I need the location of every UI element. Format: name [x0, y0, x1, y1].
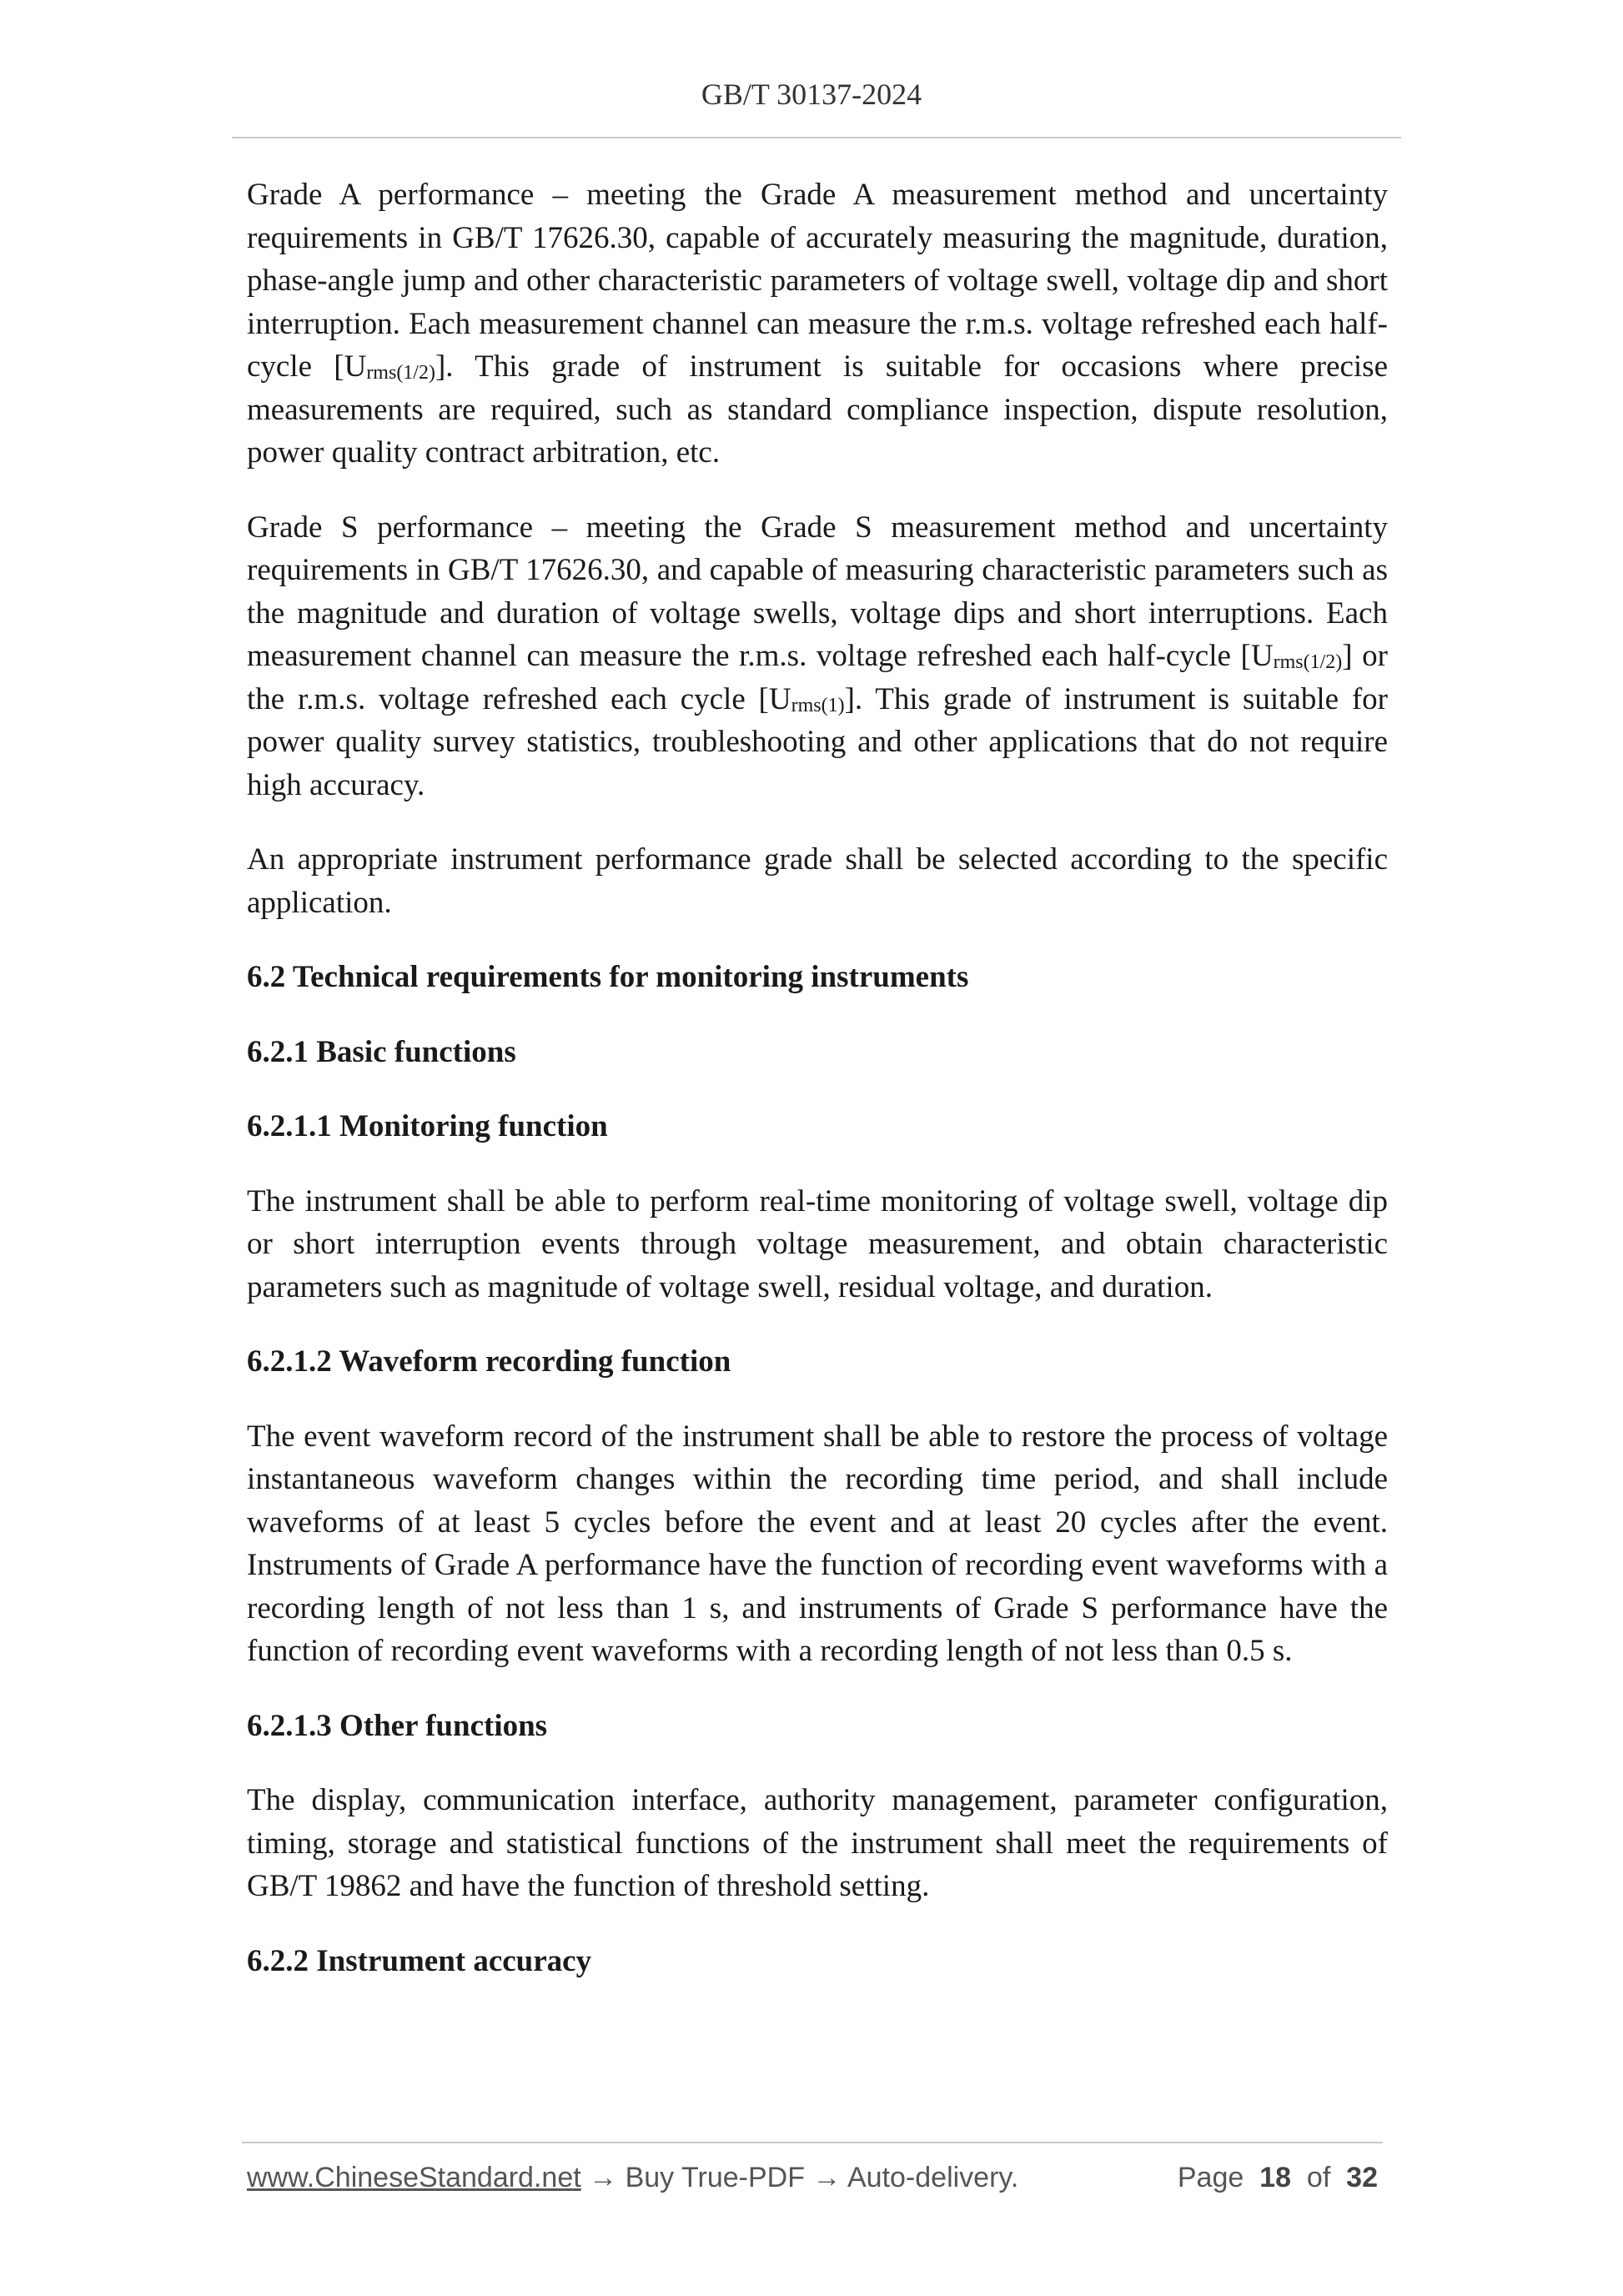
heading-6-2-1-2: 6.2.1.2 Waveform recording function — [247, 1344, 731, 1379]
paragraph-grade-s: Grade S performance – meeting the Grade S measurement method and uncertainty requirements in GB/T 17626.30, and capable of measuring characteristic parameters such as the magnitude and duration of voltage swells, voltage dips and short interruptions. Each measurement channel can measure the r.m.s. voltage refreshed each half-cycle $[U_{rms(1/2)}]$ or the r.m.s. voltage refreshed each cycle $[U_{rms(1)}]$. This grade of instrument is suitable for power quality survey statistics, troubleshooting and other applications that do not require high accuracy. — [247, 510, 1388, 802]
subscript-rms-half: rms(1/2) — [366, 362, 435, 384]
document-id-header: GB/T 30137-2024 — [701, 78, 922, 111]
heading-6-2-2: 6.2.2 Instrument accuracy — [247, 1943, 592, 1978]
website-link[interactable]: www.ChineseStandard.net — [247, 2162, 581, 2193]
header-divider — [232, 137, 1401, 138]
paragraph-grade-a: Grade A performance – meeting the Grade A measurement method and uncertainty requirements in GB/T 17626.30, capable of accurately measuring the magnitude, duration, phase-angle jump and other characteristic parameters of voltage swell, voltage dip and short interruption. Each measurement channel can measure the r.m.s. voltage refreshed each half-cycle $[U_{rms(1/2)}]$. This grade of instrument is suitable for occasions where precise measurements are required, such as standard compliance inspection, dispute resolution, power quality contract arbitration, etc. — [247, 178, 1388, 470]
footer-promo — [247, 2162, 1018, 2194]
total-page-count: 32 — [1346, 2162, 1378, 2193]
heading-6-2-1-1: 6.2.1.1 Monitoring function — [247, 1109, 608, 1143]
paragraph-monitoring-function: The instrument shall be able to perform real-time monitoring of voltage swell, voltage dip or short interruption events through voltage measurement, and obtain characteristic parameters such as magnitude of voltage swell, residual voltage, and duration. — [247, 1183, 1388, 1304]
page-body — [247, 173, 1388, 2014]
current-page-number: 18 — [1259, 2162, 1291, 2193]
heading-6-2-1: 6.2.1 Basic functions — [247, 1034, 516, 1069]
heading-6-2: 6.2 Technical requirements for monitoring instruments — [247, 960, 969, 994]
footer-divider — [242, 2142, 1383, 2143]
subscript-rms-half: rms(1/2) — [1273, 651, 1343, 673]
page-footer — [247, 2162, 1378, 2203]
page-counter: Page 18 of 32 — [1177, 2162, 1378, 2193]
subscript-rms-cycle: rms(1) — [791, 694, 845, 716]
heading-6-2-1-3: 6.2.1.3 Other functions — [247, 1708, 548, 1743]
footer-tagline: → Buy True-PDF → Auto-delivery. — [580, 2162, 1019, 2193]
paragraph-other-functions: The display, communication interface, authority management, parameter configuration, timing, storage and statistical functions of the instrument shall meet the requirements of GB/T 19862 and have the function of threshold setting. — [247, 1783, 1388, 1903]
paragraph-grade-selection: An appropriate instrument performance grade shall be selected according to the specific application. — [247, 842, 1388, 920]
paragraph-waveform-recording: The event waveform record of the instrument shall be able to restore the process of voltage instantaneous waveform changes within the recording time period, and shall include waveforms of at least 5 cycles before the event and at least 20 cycles after the event. Instruments of Grade A performance have the function of recording event waveforms with a recording length of not less than 1 s, and instruments of Grade S performance have the function of recording event waveforms with a recording length of not less than 0.5 s. — [247, 1419, 1388, 1668]
